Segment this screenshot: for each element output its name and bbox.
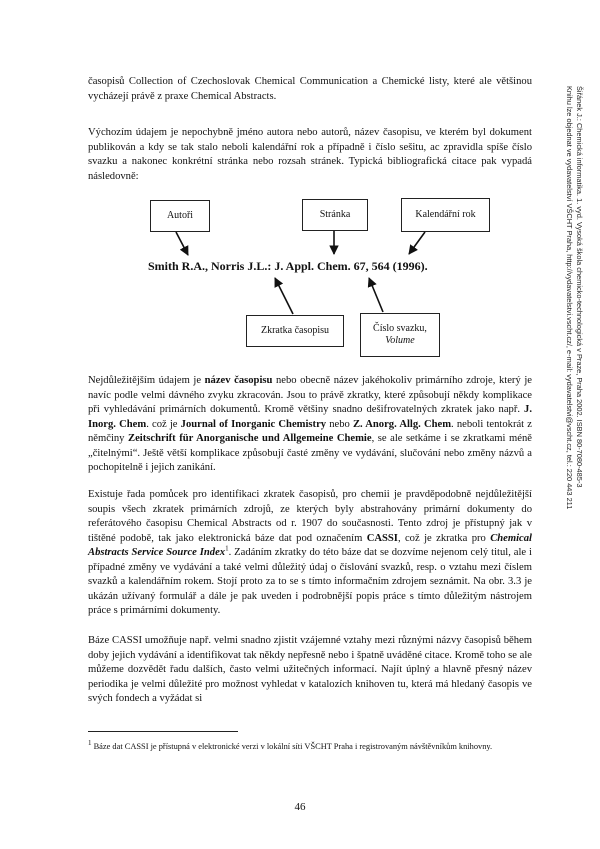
text-run: Existuje řada pomůcek pro identifikaci zkratek časopisů, pro chemii je pravděpodobně nejdůležitější soupis všech zkratek primárních zdrojů, ze kterých byly abstrahovány primární dokumenty do referátového časopisu Chemical Abstracts od r. 1907 do současnosti. Tento zdroj je přístupný jak v tištěné podobě, tak jako elektronická báze dat pod označením — [88, 489, 532, 544]
diagram-label-journal-abbreviation: Zkratka časopisu — [260, 325, 330, 336]
bold-term: Zeitschrift für Anorganische und Allgemeine Chemie — [128, 433, 372, 444]
paragraph-cassi-usage: Báze CASSI umožňuje např. velmi snadno zjistit vzájemné vztahy mezi různými názvy časopisů během doby jejich vydávání a identifikovat tak někdy nepřesně nebo i špatně uváděné citace. Kromě toho se ale můžeme dozvědět řadu dalších, často velmi užitečných informací. Najít úplný a hlavně přesný název periodika je velmi důležité pro možnost vyhledat v katalozích knihoven tu, která má hledaný časopis ve svých fondech a vyžádat si — [88, 635, 532, 704]
diagram-label-authors: Autoři — [166, 210, 194, 221]
diagram-label-page: Stránka — [319, 209, 351, 220]
diagram-box-page — [302, 199, 368, 231]
text-run: , se ale setkáme i se zkratkami méně „čitelnými“. Ještě větší komplikace způsobují časté změny ve vydávání, slučování nebo změny názvů a pochopitelně i jejich zanikání. — [88, 433, 532, 473]
text-run: , což je zkratka pro — [397, 532, 491, 544]
text-run: nebo — [326, 418, 353, 430]
arrow-journal-abbreviation — [275, 278, 293, 314]
diagram-label-year: Kalendářní rok — [415, 209, 476, 220]
side-note-line-2: Knihu lze objednat ve vydavatelství VŠCHT Praha, http://vydavatelstvi.vscht.cz/, e-mail: vydavatelstvi@vscht.cz, tel.: 220 443 211 — [565, 86, 574, 510]
text-run: nebo obecně název jakéhokoliv primárního zdroje, který je navíc podle velmi dávného zvyku zkracován. Jsou to právě zkratky, které způsobují někdy komplikace při vyhledávání primárních dokumentů. Kromě většiny snadno dešifrovatelných zkratek jako např. — [88, 375, 532, 415]
footnote-marker: 1 — [88, 739, 92, 748]
text-run: . neboli tentokrát z němčiny — [88, 418, 532, 444]
paragraph-cassi — [88, 488, 532, 619]
arrow-volume — [369, 278, 383, 312]
diagram-box-journal-abbreviation — [246, 315, 344, 347]
bold-italic-term: Chemical Abstracts Service Source Index — [88, 532, 533, 558]
bold-term: Journal of Inorganic Chemistry — [180, 418, 327, 430]
arrow-year — [409, 232, 425, 254]
side-citation-note — [556, 86, 584, 646]
text-run: . Zadáním zkratky do této báze dat se dozvíme nejenom celý titul, ale i případné změny ve vydávání a také velmi důležitý údaj o číslování svazků, resp. o vztahu mezi číslem svazků a kalendářním rokem. Stojí proto za to se s tímto informačním zdrojem seznámit. Na obr. 3.3 je ukázán užívaný formulář a dále je pak uveden i podrobnější popis práce s tímto důležitým nástrojem práce s primárními dokumenty. — [88, 547, 532, 616]
diagram-label-volume: Číslo svazku, — [373, 323, 427, 334]
side-note-line-1: Šiřánek J.: Chemická informatika. 1. vyd. Vysoká škola chemicko-technologická v Praze, Praha 2002. ISBN 80-7080-485-3 — [575, 86, 584, 488]
footnote-reference: 1 — [225, 544, 229, 553]
diagram-label-volume-en: Volume — [385, 335, 415, 346]
paragraph-intro: časopisů Collection of Czechoslovak Chemical Communication a Chemické listy, které ale většinou vycházejí právě z praxe Chemical Abstracts. — [88, 76, 532, 102]
bold-term: název časopisu — [204, 375, 273, 386]
paragraph-citation-intro: Výchozím údajem je nepochybně jméno autora nebo autorů, název časopisu, ve kterém byl dokument publikován a kdy se tak stalo neboli kalendářní rok a případně i číslo sešitu, ac zpravidla spíše číslo svazku a nakonec konkrétní stránka nebo rozsah stránek. Typická bibliografická citace pak vypadá následovně: — [88, 127, 532, 182]
example-citation: Smith R.A., Norris J.L.: J. Appl. Chem. 67, 564 (1996). — [148, 259, 428, 273]
diagram-box-year — [401, 198, 490, 232]
paragraph-journal-title — [88, 374, 532, 476]
bold-term: CASSI — [366, 532, 398, 544]
footnote — [88, 741, 534, 753]
text-run: Nejdůležitějším údajem je — [88, 375, 205, 386]
footnote-text: Báze dat CASSI je přístupná v elektronické verzi v lokální síti VŠCHT Praha i registrovaným návštěvníkům knihovny. — [91, 742, 493, 751]
arrow-authors — [176, 232, 188, 255]
footnote-divider — [88, 731, 238, 732]
bold-term: J. Inorg. Chem — [88, 404, 532, 430]
text-run: . což je — [146, 418, 181, 430]
page-number: 46 — [294, 801, 306, 813]
diagram-box-volume — [360, 313, 440, 357]
diagram-box-authors — [150, 200, 210, 232]
bold-term: Z. Anorg. Allg. Chem — [352, 418, 452, 430]
